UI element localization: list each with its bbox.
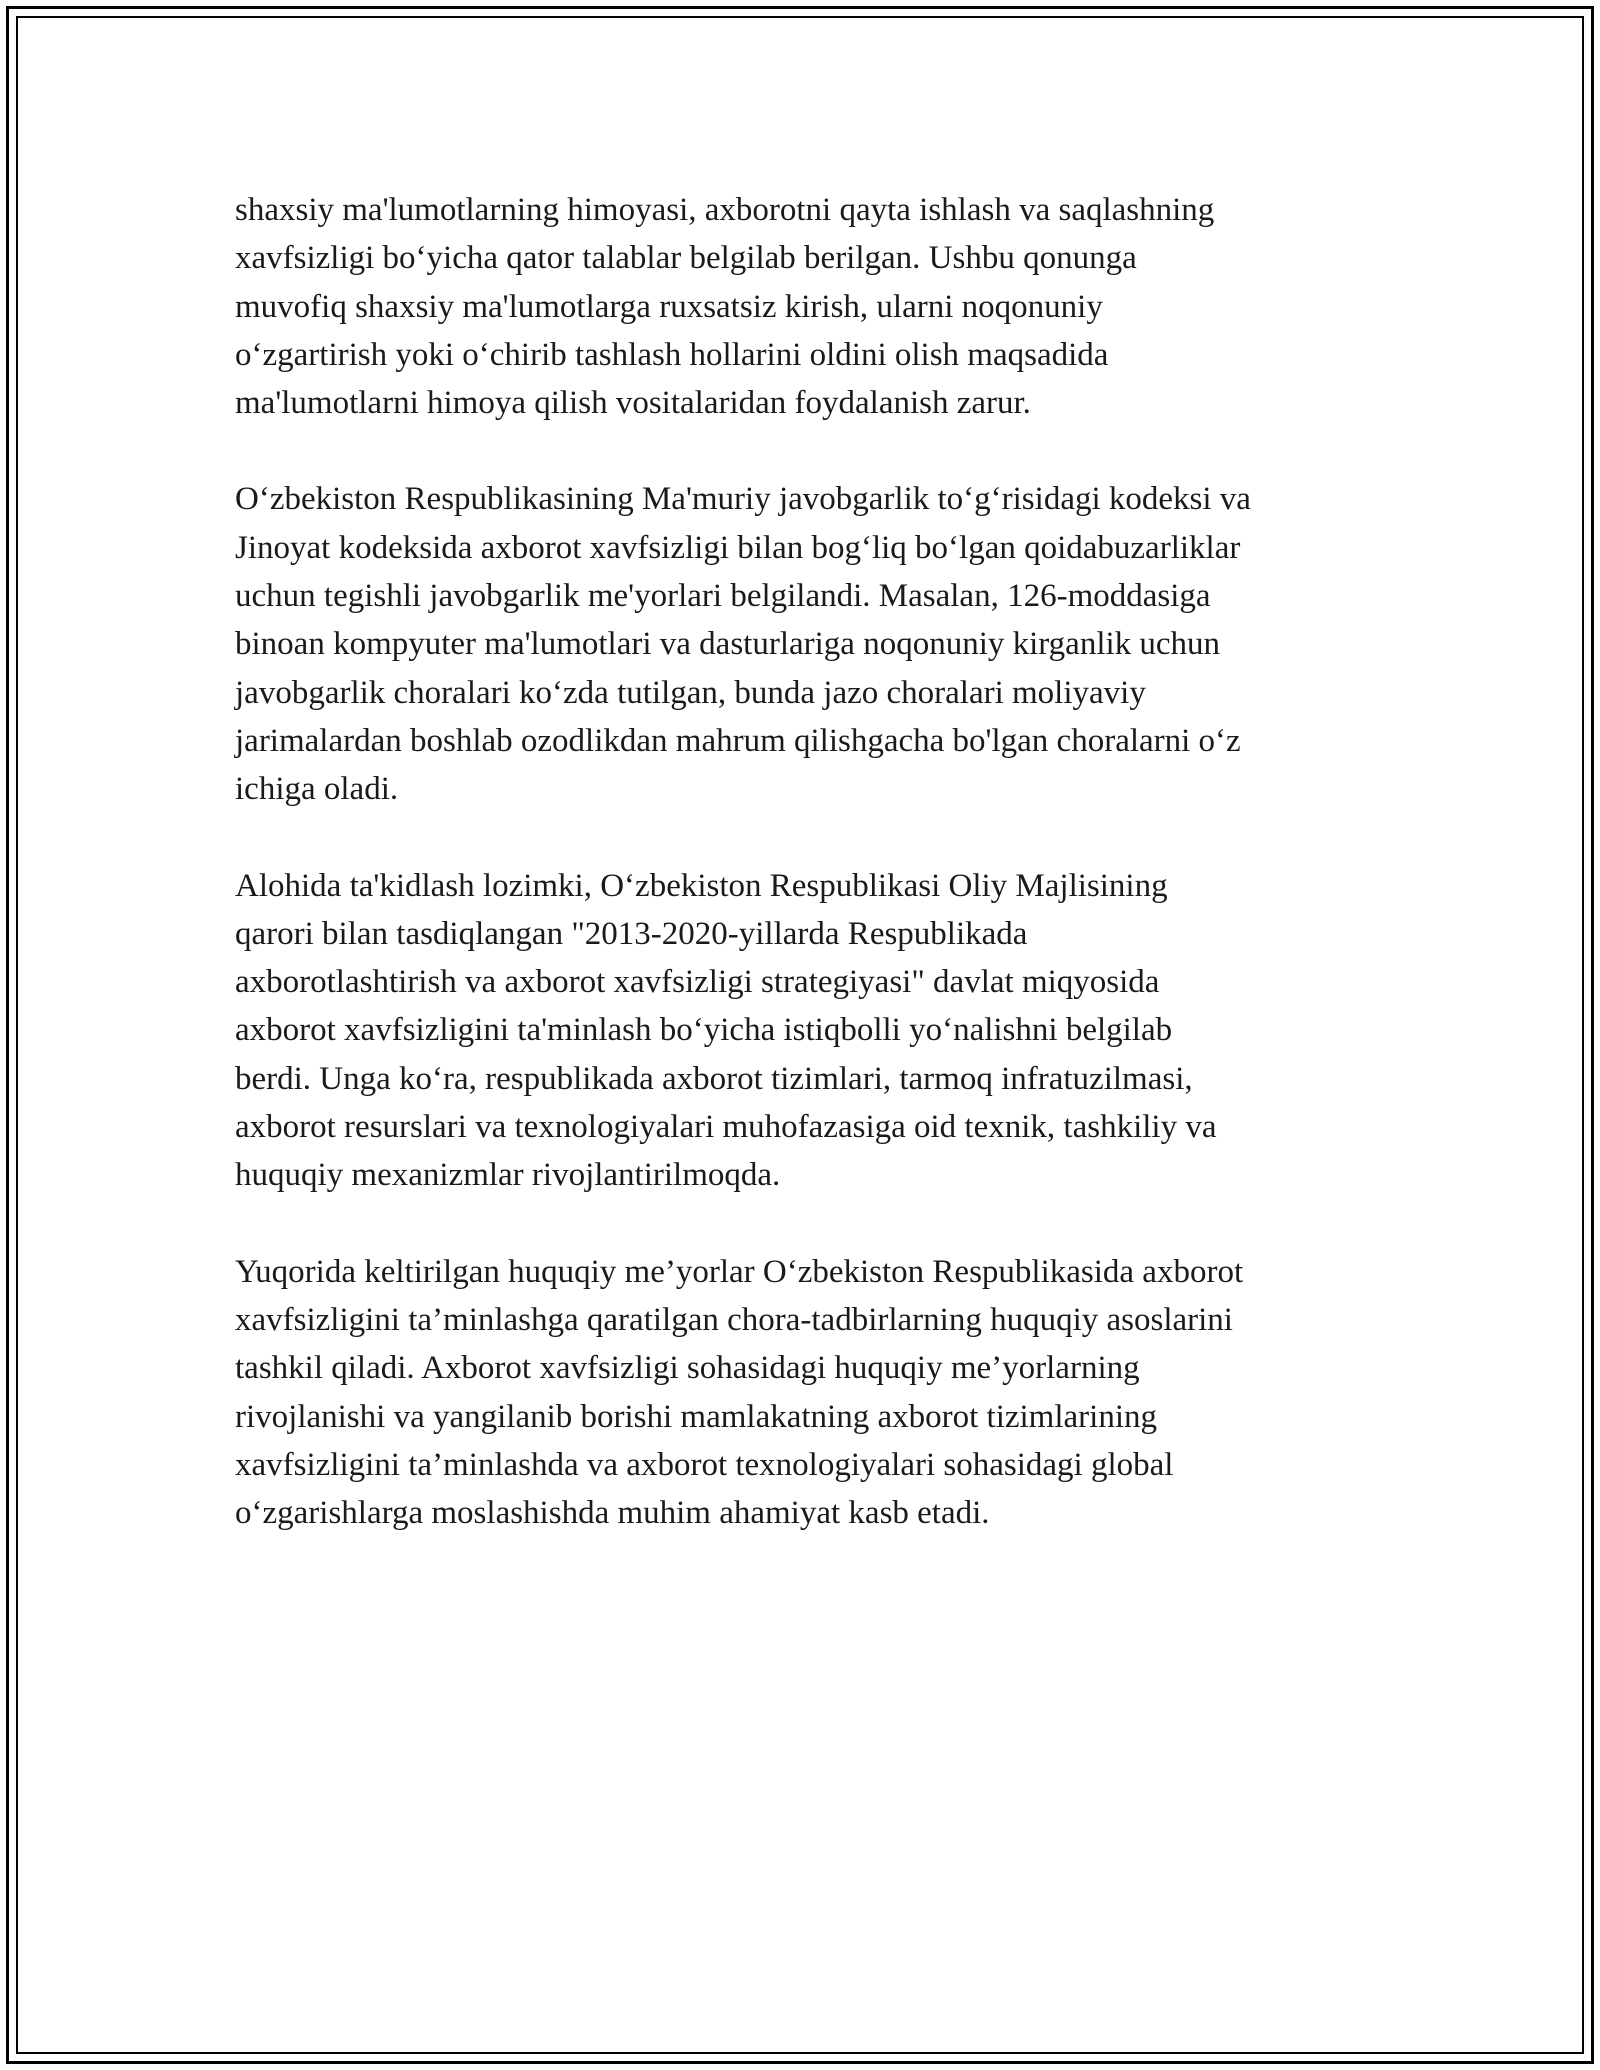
paragraph-personal-data-protection — [235, 186, 1375, 427]
text-line: o‘zgartirish yoki o‘chirib tashlash hollarini oldini olish maqsadida — [235, 336, 1109, 373]
text-line: qarori bilan tasdiqlangan "2013-2020-yillarda Respublikada — [235, 915, 1028, 952]
text-line: xavfsizligi bo‘yicha qator talablar belgilab berilgan. Ushbu qonunga — [235, 240, 1137, 277]
text-line: jarimalardan boshlab ozodlikdan mahrum qilishgacha bo'lgan choralarni o‘z — [235, 722, 1241, 759]
text-line: tashkil qiladi. Axborot xavfsizligi sohasidagi huquqiy me’yorlarning — [235, 1350, 1140, 1387]
text-line: o‘zgarishlarga moslashishda muhim ahamiyat kasb etadi. — [235, 1495, 990, 1532]
text-line: Alohida ta'kidlash lozimki, O‘zbekiston Respublikasi Oliy Majlisining — [235, 867, 1168, 904]
text-line: Yuqorida keltirilgan huquqiy me’yorlar O‘zbekiston Respublikasida axborot — [235, 1253, 1244, 1290]
text-line: ma'lumotlarni himoya qilish vositalaridan foydalanish zarur. — [235, 385, 1031, 422]
text-line: axborot resurslari va texnologiyalari muhofazasiga oid texnik, tashkiliy va — [235, 1109, 1217, 1146]
text-line: huquqiy mexanizmlar rivojlantirilmoqda. — [235, 1157, 781, 1194]
text-line: ichiga oladi. — [235, 771, 399, 808]
text-line: Jinoyat kodeksida axborot xavfsizligi bilan bog‘liq bo‘lgan qoidabuzarliklar — [235, 529, 1241, 566]
text-line: uchun tegishli javobgarlik me'yorlari belgilandi. Masalan, 126-moddasiga — [235, 578, 1211, 615]
text-line: axborot xavfsizligini ta'minlash bo‘yicha istiqbolli yo‘nalishni belgilab — [235, 1012, 1173, 1049]
text-line: xavfsizligini ta’minlashda va axborot texnologiyalari sohasidagi global — [235, 1446, 1174, 1483]
text-line: xavfsizligini ta’minlashga qaratilgan chora-tadbirlarning huquqiy asoslarini — [235, 1301, 1233, 1338]
paragraph-strategy — [235, 862, 1375, 1200]
text-line: axborotlashtirish va axborot xavfsizligi strategiyasi" davlat miqyosida — [235, 964, 1160, 1001]
paragraph-conclusion — [235, 1248, 1375, 1538]
text-line: binoan kompyuter ma'lumotlari va dasturlariga noqonuniy kirganlik uchun — [235, 626, 1221, 663]
document-body — [235, 186, 1375, 1585]
text-line: rivojlanishi va yangilanib borishi mamlakatning axborot tizimlarining — [235, 1398, 1157, 1435]
text-line: berdi. Unga ko‘ra, respublikada axborot tizimlari, tarmoq infratuzilmasi, — [235, 1060, 1193, 1097]
text-line: muvofiq shaxsiy ma'lumotlarga ruxsatsiz kirish, ularni noqonuniy — [235, 288, 1103, 325]
paragraph-liability-codes — [235, 475, 1375, 813]
text-line: javobgarlik choralari ko‘zda tutilgan, bunda jazo choralari moliyaviy — [235, 674, 1146, 711]
text-line: O‘zbekiston Respublikasining Ma'muriy javobgarlik to‘g‘risidagi kodeksi va — [235, 481, 1251, 518]
text-line: shaxsiy ma'lumotlarning himoyasi, axborotni qayta ishlash va saqlashning — [235, 192, 1215, 228]
